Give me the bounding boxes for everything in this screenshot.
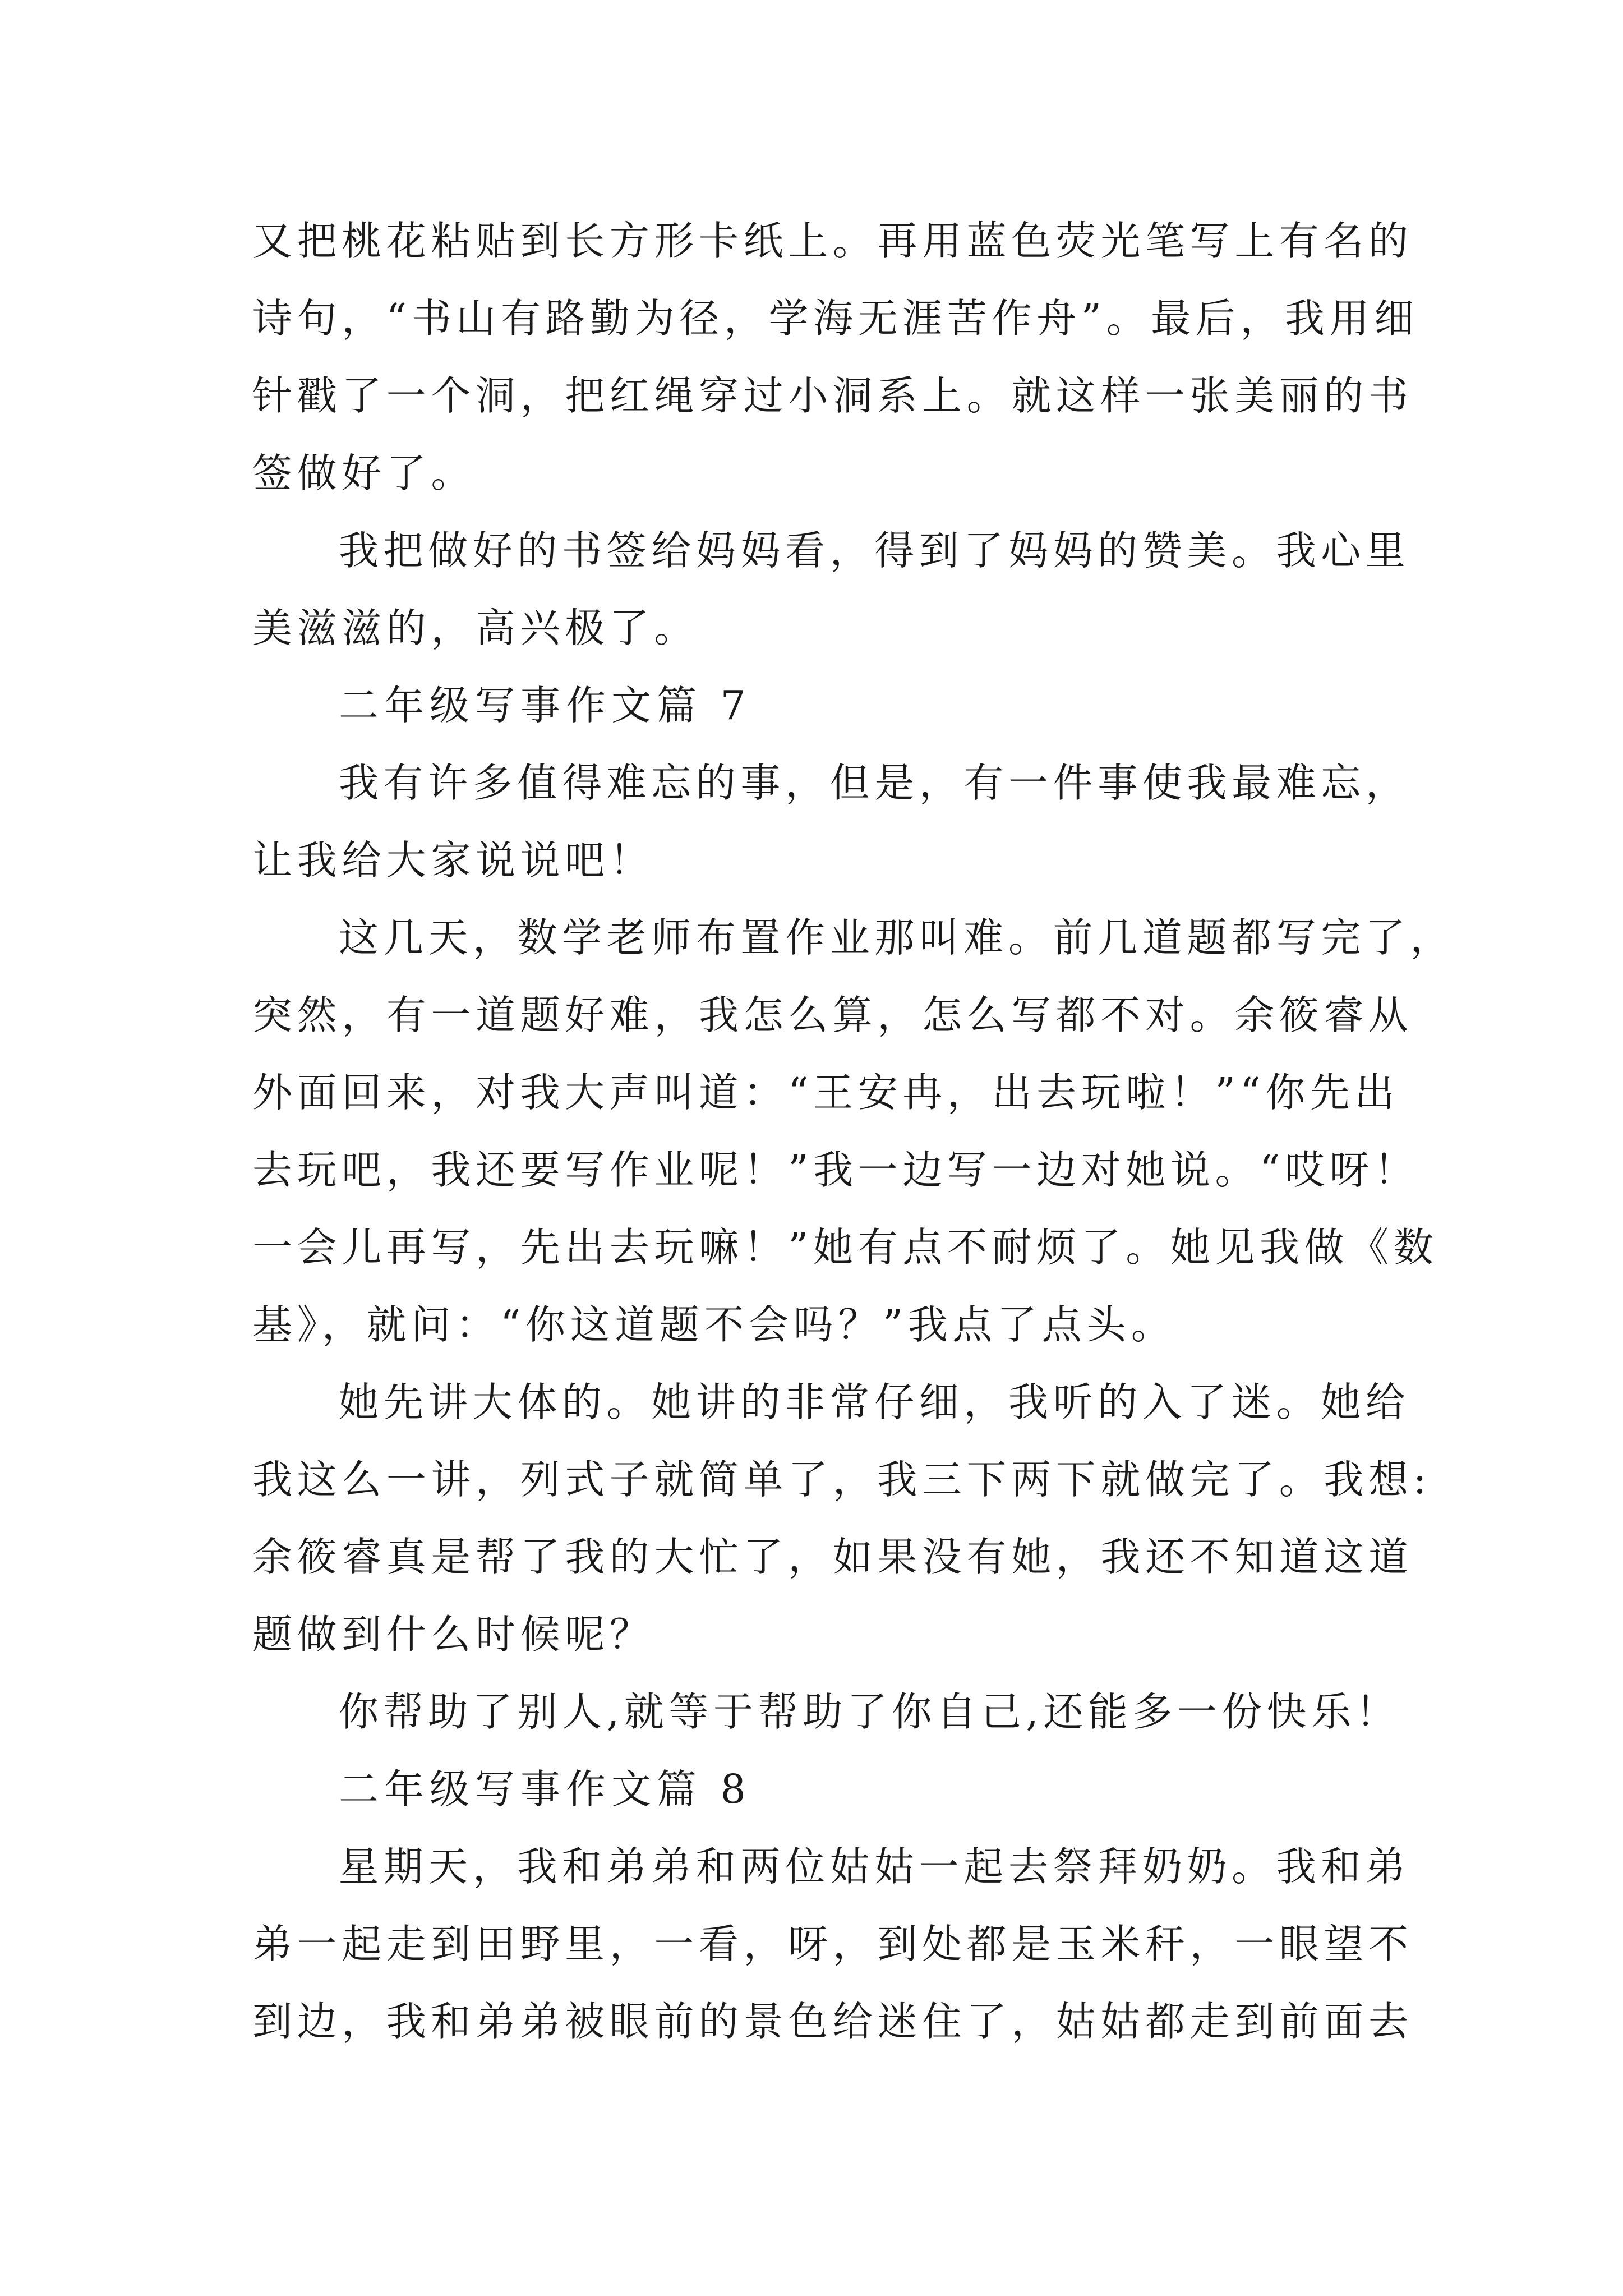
text-line: 基》，就问：“你这道题不会吗？”我点了点头。 — [252, 1301, 1176, 1348]
text-line: 美滋滋的，高兴极了。 — [252, 605, 699, 651]
text-line: 星期天，我和弟弟和两位姑姑一起去祭拜奶奶。我和弟 — [339, 1843, 1410, 1890]
text-line: 让我给大家说说吧！ — [252, 837, 654, 884]
text-line: 去玩吧，我还要写作业呢！”我一边写一边对她说。“哎呀！ — [252, 1147, 1419, 1193]
text-line: 题做到什么时候呢？ — [252, 1611, 654, 1658]
text-line: 我这么一讲，列式子就简单了，我三下两下就做完了。我想: — [252, 1456, 1432, 1503]
section-heading: 二年级写事作文篇 8 — [339, 1766, 751, 1812]
text-line: 一会儿再写，先出去玩嘛！”她有点不耐烦了。她见我做《数 — [252, 1224, 1438, 1271]
text-line: 外面回来，对我大声叫道：“王安冉，出去玩啦！”“你先出 — [252, 1069, 1400, 1116]
text-line: 突然，有一道题好难，我怎么算，怎么写都不对。余筱睿从 — [252, 992, 1413, 1038]
text-line: 余筱睿真是帮了我的大忙了，如果没有她，我还不知道这道 — [252, 1534, 1413, 1580]
text-line: 我有许多值得难忘的事，但是，有一件事使我最难忘， — [339, 760, 1410, 806]
text-line: 你帮助了别人,就等于帮助了你自己,还能多一份快乐！ — [339, 1688, 1401, 1735]
text-line: 她先讲大体的。她讲的非常仔细，我听的入了迷。她给 — [339, 1379, 1410, 1425]
section-heading: 二年级写事作文篇 7 — [339, 682, 751, 729]
text-line: 又把桃花粘贴到长方形卡纸上。再用蓝色荧光笔写上有名的 — [252, 218, 1413, 264]
text-line: 这几天，数学老师布置作业那叫难。前几道题都写完了， — [339, 914, 1455, 961]
text-line: 到边，我和弟弟被眼前的景色给迷住了，姑姑都走到前面去 — [252, 1998, 1413, 2045]
text-line: 我把做好的书签给妈妈看，得到了妈妈的赞美。我心里 — [339, 527, 1410, 574]
text-line: 弟一起走到田野里，一看，呀，到处都是玉米秆，一眼望不 — [252, 1921, 1413, 1967]
text-line: 签做好了。 — [252, 450, 476, 496]
text-line: 针戳了一个洞，把红绳穿过小洞系上。就这样一张美丽的书 — [252, 372, 1413, 419]
text-line: 诗句，“书山有路勤为径，学海无涯苦作舟”。最后，我用细 — [252, 295, 1419, 342]
